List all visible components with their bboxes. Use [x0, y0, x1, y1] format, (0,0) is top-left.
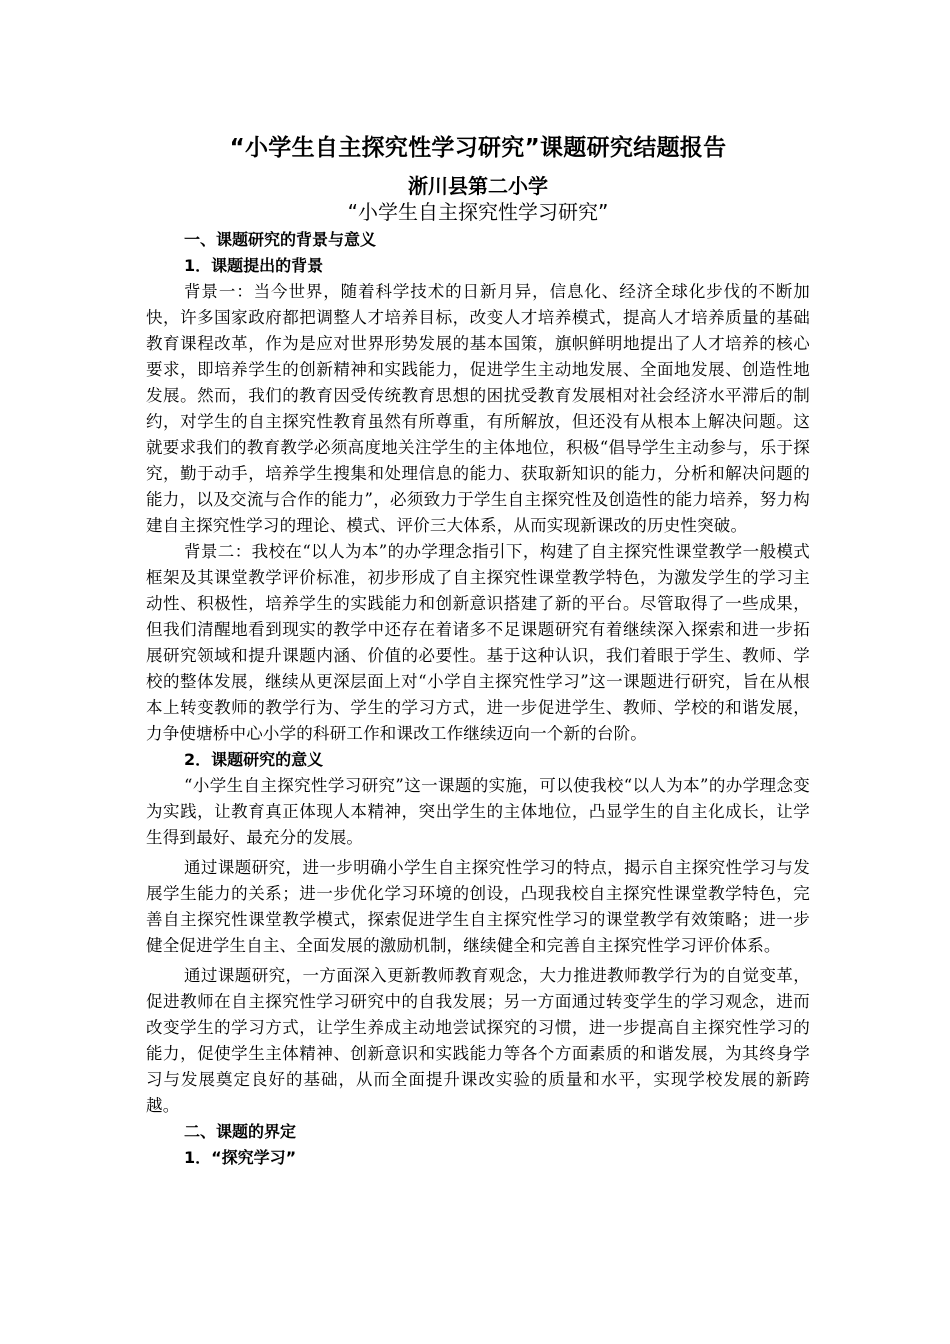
- section-2-heading: 二、课题的界定: [184, 1122, 297, 1141]
- school-name: 淅川县第二小学: [408, 174, 548, 198]
- section-1-2-heading: 2．课题研究的意义: [184, 750, 324, 769]
- report-title: “小学生自主探究性学习研究”课题研究结题报告: [229, 135, 727, 161]
- section-1-heading: 一、课题研究的背景与意义: [184, 230, 377, 249]
- paragraph-meaning-1: “小学生自主探究性学习研究”这一课题的实施，可以使我校“以人为本”的办学理念变为实践，让教育真正体现人本精神，突出学生的主体地位，凸显学生的自主化成长，让学生得到最好、最充分的发展。: [146, 776, 810, 847]
- document-page: [146, 131, 810, 1171]
- paragraph-meaning-2: 通过课题研究，进一步明确小学生自主探究性学习的特点，揭示自主探究性学习与发展学生能力的关系；进一步优化学习环境的创设，凸现我校自主探究性课堂教学特色，完善自主探究性课堂教学模式，探索促进学生自主探究性学习的课堂教学有效策略；进一步健全促进学生自主、全面发展的激励机制，继续健全和完善自主探究性学习评价体系。: [146, 858, 810, 955]
- paragraph-meaning-3: 通过课题研究，一方面深入更新教师教育观念，大力推进教师教学行为的自觉变革，促进教师在自主探究性学习研究中的自我发展；另一方面通过转变学生的学习观念，进而改变学生的学习方式，让学生养成主动地尝试探究的习惯，进一步提高自主探究性学习的能力，促使学生主体精神、创新意识和实践能力等各个方面素质的和谐发展，为其终身学习与发展奠定良好的基础，从而全面提升课改实验的质量和水平，实现学校发展的新跨越。: [146, 966, 810, 1115]
- report-subtitle: “小学生自主探究性学习研究”: [347, 200, 609, 224]
- paragraph-background-1: 背景一：当今世界，随着科学技术的日新月异，信息化、经济全球化步伐的不断加快，许多国家政府都把调整人才培养目标，改变人才培养模式，提高人才培养质量的基础教育课程改革，作为是应对世界形势发展的基本国策，旗帜鲜明地提出了人才培养的核心要求，即培养学生的创新精神和实践能力，促进学生主动地发展、全面地发展、创造性地发展。然而，我们的教育因受传统教育思想的困扰受教育发展相对社会经济水平滞后的制约，对学生的自主探究性教育虽然有所尊重，有所解放，但还没有从根本上解决问题。这就要求我们的教育教学必须高度地关注学生的主体地位，积极“倡导学生主动参与，乐于探究，勤于动手，培养学生搜集和处理信息的能力、获取新知识的能力，分析和解决问题的能力，以及交流与合作的能力”，必须致力于学生自主探究性及创造性的能力培养，努力构建自主探究性学习的理论、模式、评价三大体系，从而实现新课改的历史性突破。: [146, 282, 810, 535]
- section-1-1-heading: 1．课题提出的背景: [184, 256, 324, 275]
- section-2-1-heading: 1．“探究学习”: [184, 1148, 297, 1167]
- paragraph-background-2: 背景二：我校在“以人为本”的办学理念指引下，构建了自主探究性课堂教学一般模式框架及其课堂教学评价标准，初步形成了自主探究性课堂教学特色，为激发学生的学习主动性、积极性，培养学生的实践能力和创新意识搭建了新的平台。尽管取得了一些成果，但我们清醒地看到现实的教学中还存在着诸多不足课题研究有着继续深入探索和进一步拓展研究领域和提升课题内涵、价值的必要性。基于这种认识，我们着眼于学生、教师、学校的整体发展，继续从更深层面上对“小学自主探究性学习”这一课题进行研究，旨在从根本上转变教师的教学行为、学生的学习方式，进一步促进学生、教师、学校的和谐发展，力争使塘桥中心小学的科研工作和课改工作继续迈向一个新的台阶。: [146, 542, 810, 743]
